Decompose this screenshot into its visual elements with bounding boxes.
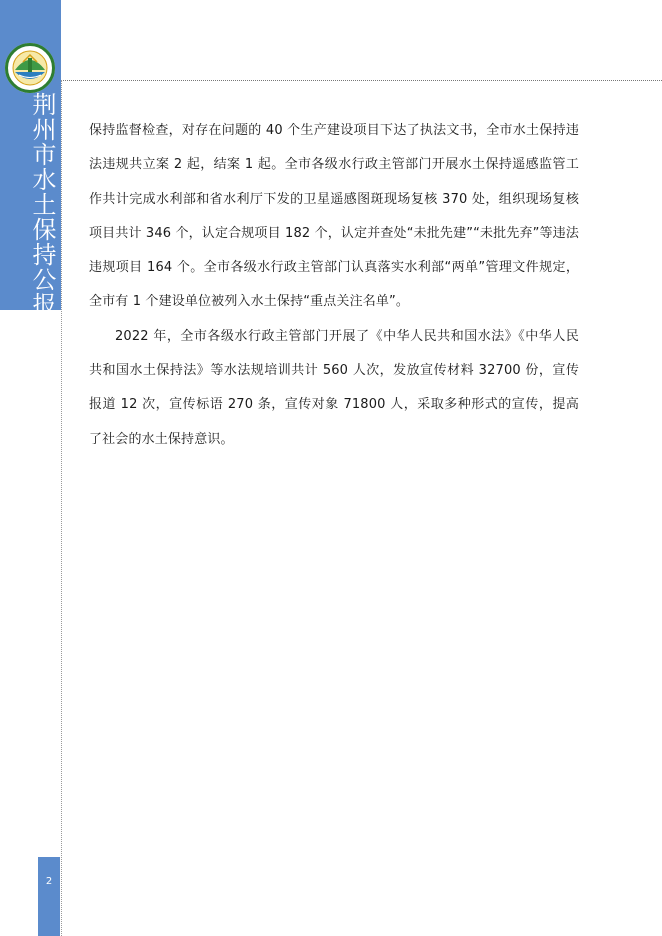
body-text [89, 114, 579, 457]
page-number-tab [38, 857, 60, 936]
paragraph-publicity: 2022 年，全市各级水行政主管部门开展了《中华人民共和国水法》《中华人民共和国水土保持法》等水法规培训共计 560 人次，发放宣传材料 32700 份，宣传报道 12 次，宣传标语 270 条，宣传对象 71800 人，采取多种形式的宣传，提高了社会的水土保持意识。 [89, 328, 579, 447]
sidebar-title: 荆州市水土保持公报 [28, 92, 56, 317]
bureau-logo [4, 42, 56, 94]
paragraph-supervision: 保持监督检查，对存在问题的 40 个生产建设项目下达了执法文书，全市水土保持违法违规共立案 2 起，结案 1 起。全市各级水行政主管部门开展水土保持遥感监管工作共计完成水利部和省水利厅下发的卫星遥感图斑现场复核 370 处，组织现场复核项目共计 346 个，认定合规项目 182 个，认定并查处“未批先建”“未批先弃”等违法违规项目 164 个。全市各级水行政主管部门认真落实水利部“两单”管理文件规定，全市有 1 个建设单位被列入水土保持“重点关注名单”。 [89, 123, 579, 310]
margin-divider [61, 80, 62, 936]
page-number: 2 [45, 876, 53, 887]
header-divider [61, 80, 662, 81]
